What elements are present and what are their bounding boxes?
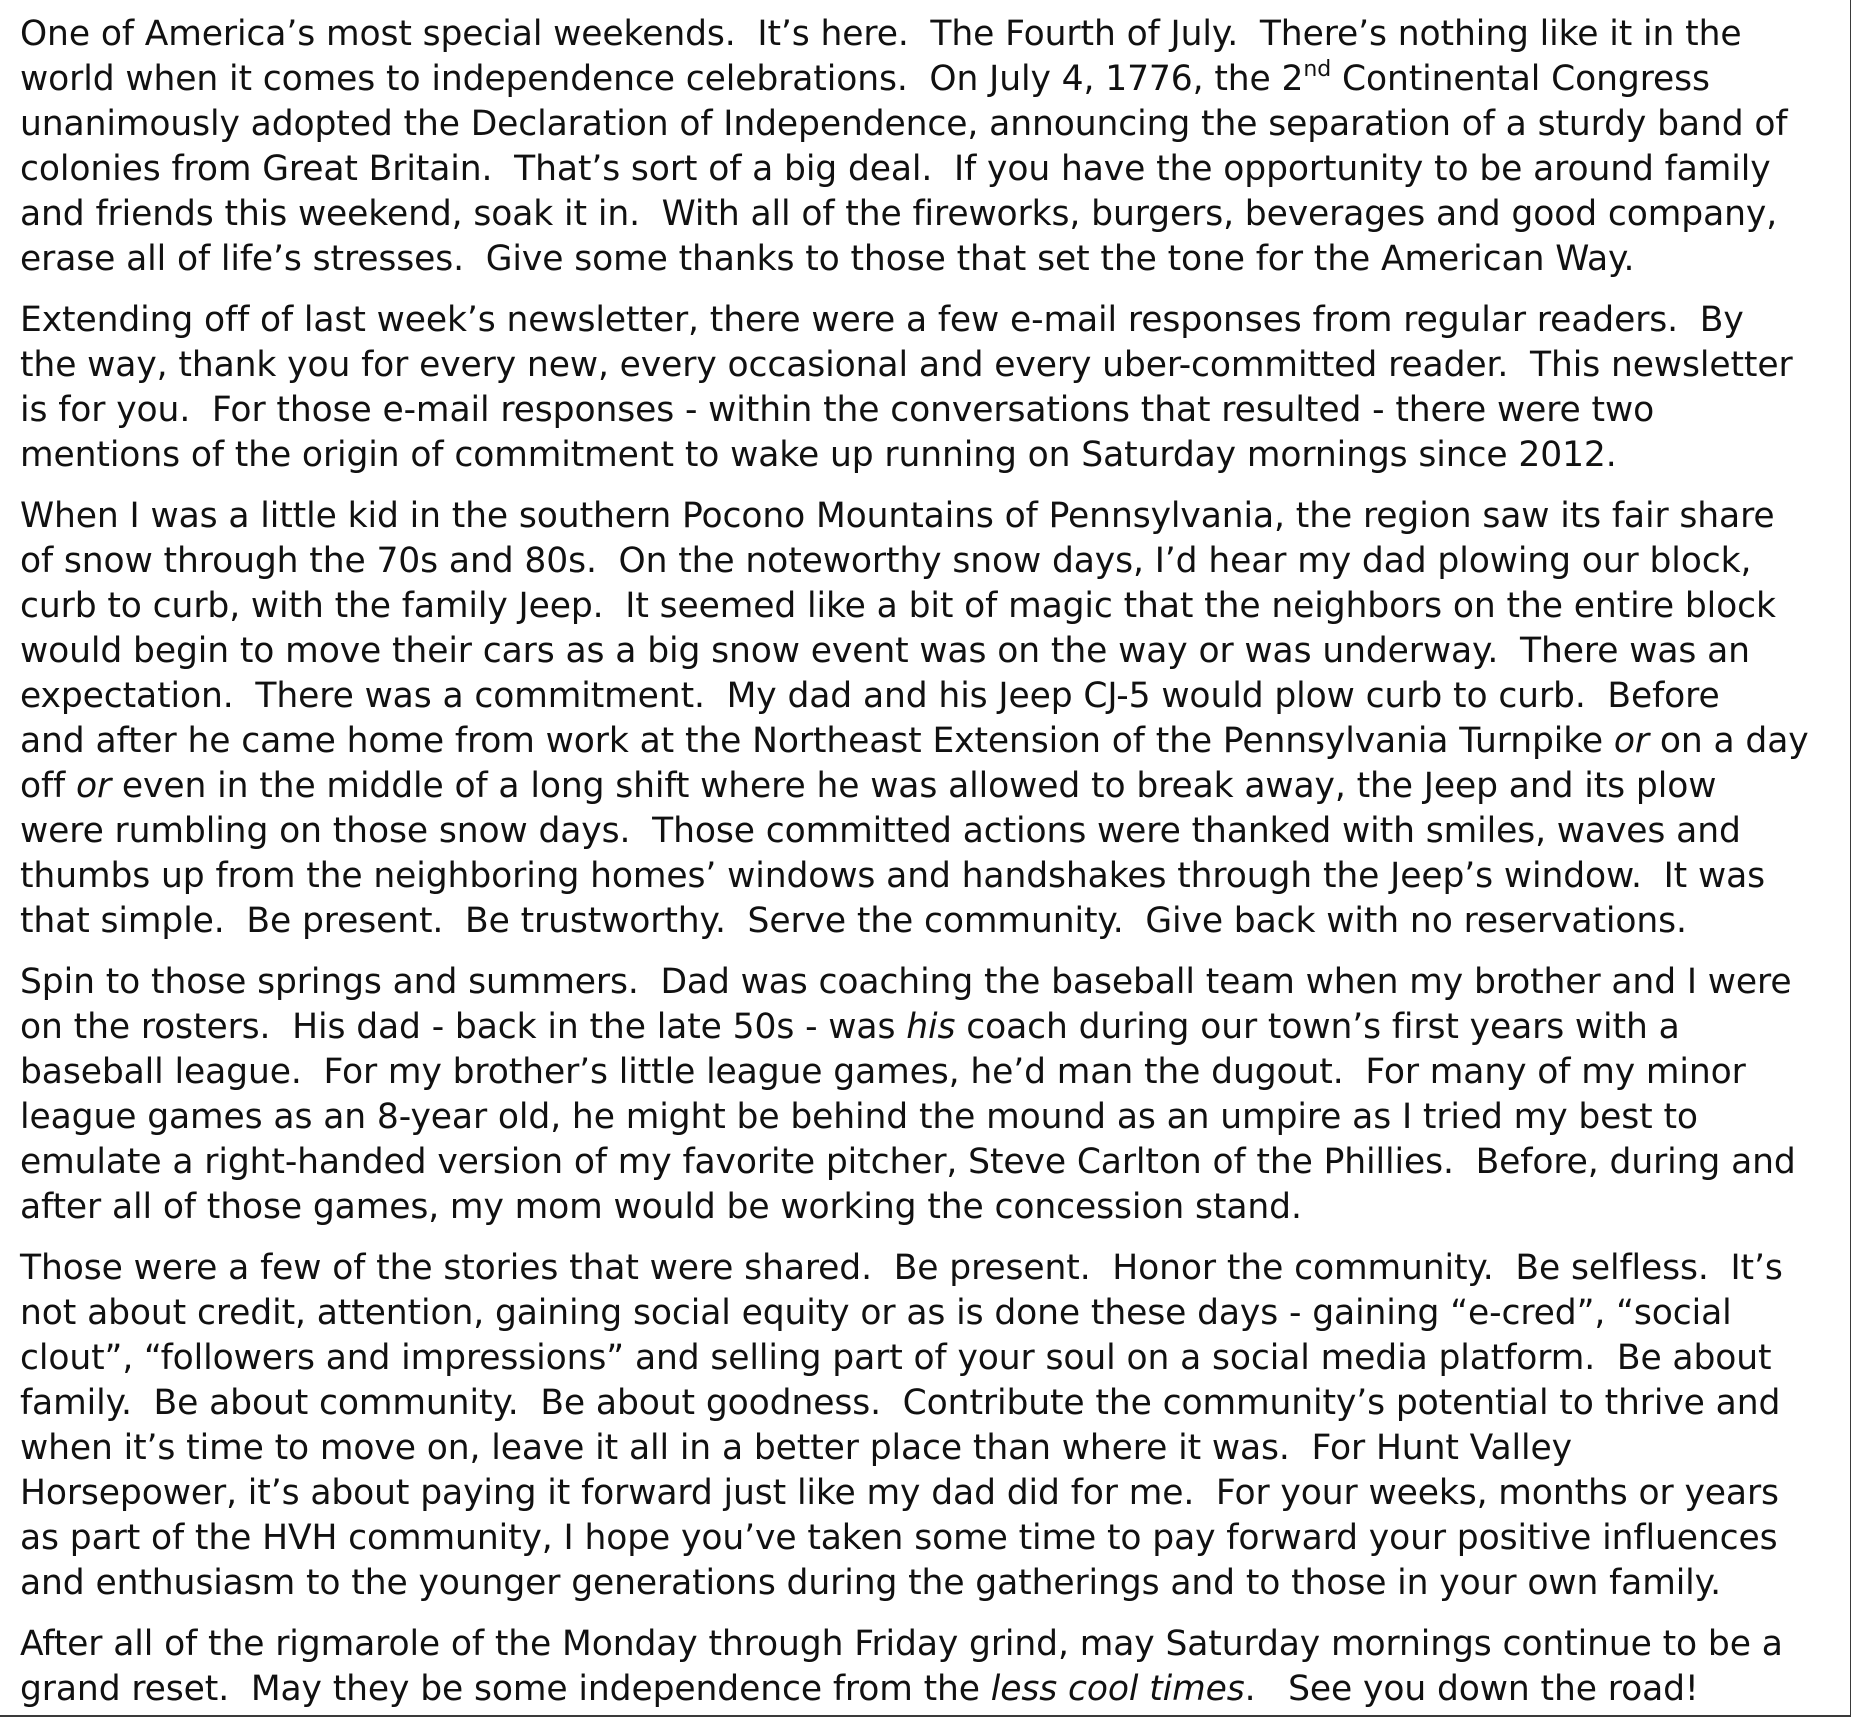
text-segment: Continental Congress <box>1331 59 1710 99</box>
text-line: Horsepower, it’s about paying it forward just like my dad did for me. For your weeks, months or years <box>20 1473 1779 1513</box>
text-line: baseball league. For my brother’s little league games, he’d man the dugout. For many of my minor <box>20 1052 1746 1092</box>
text-line: clout”, “followers and impressions” and selling part of your soul on a social media platform. Be about <box>20 1338 1772 1378</box>
text-segment: coach during our town’s first years with a <box>955 1007 1680 1047</box>
text-line: emulate a right-handed version of my favorite pitcher, Steve Carlton of the Phillies. Before, during and <box>20 1142 1796 1182</box>
paragraph-3 <box>20 494 1851 944</box>
paragraph-4 <box>20 960 1851 1230</box>
text-line: unanimously adopted the Declaration of Independence, announcing the separation of a sturdy band of <box>20 104 1788 144</box>
text-line: and friends this weekend, soak it in. With all of the fireworks, burgers, beverages and good company, <box>20 194 1778 234</box>
text-line: and enthusiasm to the younger generations during the gatherings and to those in your own family. <box>20 1563 1721 1603</box>
italic-emphasis: less cool times <box>990 1669 1245 1709</box>
text-line <box>20 764 1851 809</box>
text-line: When I was a little kid in the southern Pocono Mountains of Pennsylvania, the region saw its fair share <box>20 496 1775 536</box>
text-line: family. Be about community. Be about goodness. Contribute the community’s potential to thrive and <box>20 1383 1781 1423</box>
text-line: One of America’s most special weekends. It’s here. The Fourth of July. There’s nothing like it in the <box>20 14 1742 54</box>
text-line: when it’s time to move on, leave it all in a better place than where it was. For Hunt Valley <box>20 1428 1572 1468</box>
text-line: as part of the HVH community, I hope you’ve taken some time to pay forward your positive influences <box>20 1518 1778 1558</box>
text-segment: and after he came home from work at the Northeast Extension of the Pennsylvania Turnpike <box>20 721 1614 761</box>
paragraph-1 <box>20 12 1851 282</box>
text-segment: . See you down the road! <box>1244 1669 1699 1709</box>
text-segment: world when it comes to independence celebrations. On July 4, 1776, the 2 <box>20 59 1304 99</box>
text-line: of snow through the 70s and 80s. On the noteworthy snow days, I’d hear my dad plowing our block, <box>20 541 1752 581</box>
italic-emphasis: his <box>906 1007 956 1047</box>
text-line <box>20 57 1851 102</box>
text-line: that simple. Be present. Be trustworthy. Serve the community. Give back with no reservations. <box>20 901 1687 941</box>
text-line: Those were a few of the stories that were shared. Be present. Honor the community. Be selfless. It’s <box>20 1248 1783 1288</box>
text-line: is for you. For those e-mail responses - within the conversations that resulted - there were two <box>20 390 1655 430</box>
paragraph-6 <box>20 1622 1851 1712</box>
text-line: expectation. There was a commitment. My dad and his Jeep CJ-5 would plow curb to curb. Before <box>20 676 1720 716</box>
text-line: After all of the rigmarole of the Monday through Friday grind, may Saturday mornings continue to be a <box>20 1624 1783 1664</box>
paragraph-2 <box>20 298 1851 478</box>
text-segment: on a day <box>1648 721 1809 761</box>
text-line: after all of those games, my mom would be working the concession stand. <box>20 1187 1302 1227</box>
text-line: would begin to move their cars as a big snow event was on the way or was underway. There was an <box>20 631 1750 671</box>
text-line: curb to curb, with the family Jeep. It seemed like a bit of magic that the neighbors on the entire block <box>20 586 1776 626</box>
text-line: Spin to those springs and summers. Dad was coaching the baseball team when my brother and I were <box>20 962 1792 1002</box>
text-line: colonies from Great Britain. That’s sort of a big deal. If you have the opportunity to be around family <box>20 149 1771 189</box>
text-line: were rumbling on those snow days. Those committed actions were thanked with smiles, waves and <box>20 811 1741 851</box>
text-line <box>20 1005 1851 1050</box>
text-line: Extending off of last week’s newsletter, there were a few e-mail responses from regular readers. By <box>20 300 1744 340</box>
document-body <box>20 12 1851 1712</box>
text-segment: grand reset. May they be some independence from the <box>20 1669 991 1709</box>
text-segment: off <box>20 766 76 806</box>
text-line: thumbs up from the neighboring homes’ windows and handshakes through the Jeep’s window. It was <box>20 856 1765 896</box>
text-line: the way, thank you for every new, every occasional and every uber-committed reader. This newsletter <box>20 345 1793 385</box>
ordinal-superscript: nd <box>1303 56 1332 82</box>
text-line <box>20 719 1851 764</box>
paragraph-5 <box>20 1246 1851 1606</box>
text-line: league games as an 8-year old, he might be behind the mound as an umpire as I tried my best to <box>20 1097 1698 1137</box>
text-line: mentions of the origin of commitment to wake up running on Saturday mornings since 2012. <box>20 435 1617 475</box>
italic-emphasis: or <box>75 766 112 806</box>
text-segment: on the rosters. His dad - back in the late 50s - was <box>20 1007 907 1047</box>
text-line: erase all of life’s stresses. Give some thanks to those that set the tone for the American Way. <box>20 239 1635 279</box>
text-segment: even in the middle of a long shift where he was allowed to break away, the Jeep and its plow <box>111 766 1717 806</box>
italic-emphasis: or <box>1613 721 1649 761</box>
text-line: not about credit, attention, gaining social equity or as is done these days - gaining “e-cred”, “social <box>20 1293 1732 1333</box>
text-line <box>20 1667 1851 1712</box>
